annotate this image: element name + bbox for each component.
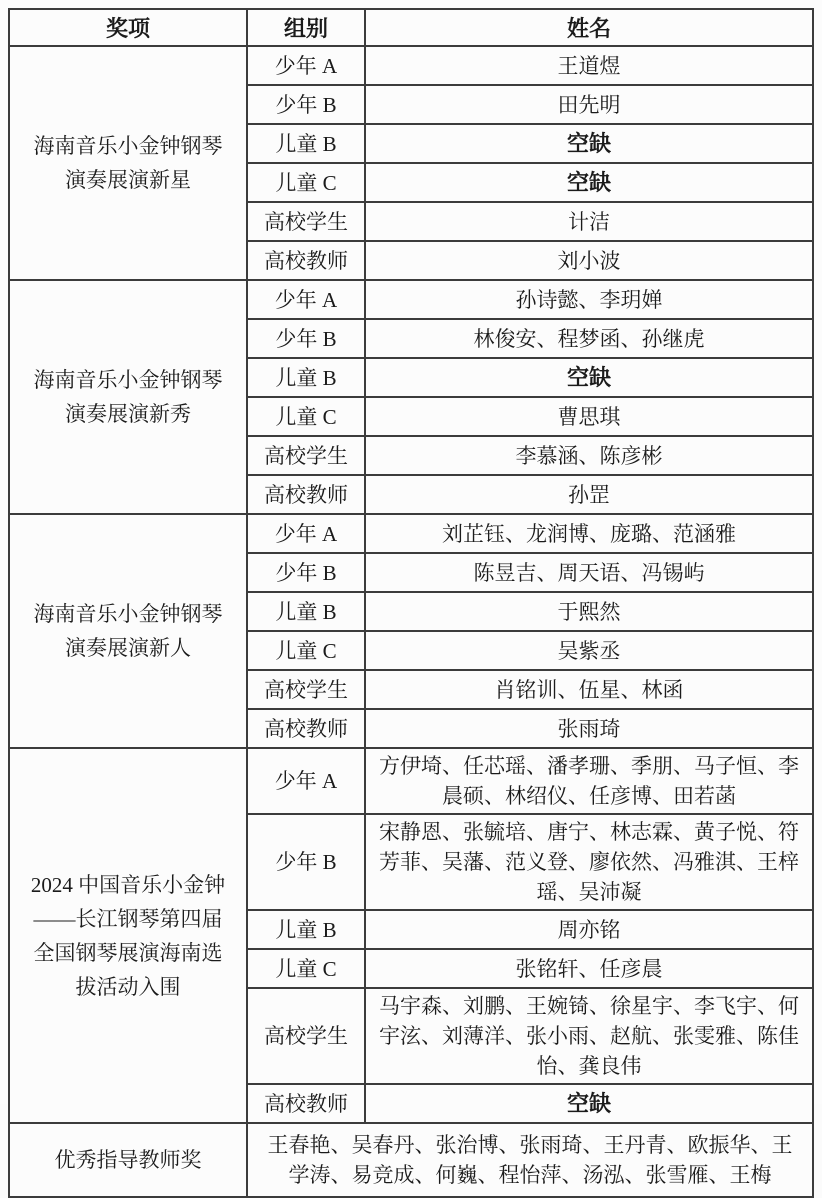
names-cell: 空缺 <box>365 163 813 202</box>
table-row <box>9 514 813 553</box>
group-cell: 儿童 C <box>247 631 365 670</box>
names-cell: 马宇森、刘鹏、王婉锜、徐星宇、李飞宇、何宇泫、刘薄洋、张小雨、赵航、张雯雅、陈佳怡、龚良伟 <box>365 988 813 1084</box>
group-cell: 儿童 B <box>247 358 365 397</box>
group-cell: 儿童 C <box>247 397 365 436</box>
group-cell: 高校学生 <box>247 202 365 241</box>
names-cell: 林俊安、程梦函、孙继虎 <box>365 319 813 358</box>
award-cell: 海南音乐小金钟钢琴演奏展演新秀 <box>9 280 247 514</box>
names-cell: 计洁 <box>365 202 813 241</box>
col-header-group: 组别 <box>247 9 365 46</box>
award-cell: 海南音乐小金钟钢琴演奏展演新星 <box>9 46 247 280</box>
names-cell: 张铭轩、任彦晨 <box>365 949 813 988</box>
awards-table-header <box>9 9 813 46</box>
names-cell: 吴紫丞 <box>365 631 813 670</box>
table-row <box>9 1123 813 1197</box>
group-cell: 少年 A <box>247 280 365 319</box>
group-cell: 高校教师 <box>247 241 365 280</box>
table-row <box>9 280 813 319</box>
awards-table-body <box>9 46 813 1197</box>
group-cell: 少年 B <box>247 85 365 124</box>
group-cell: 高校学生 <box>247 988 365 1084</box>
group-cell: 少年 B <box>247 319 365 358</box>
names-cell: 肖铭训、伍星、林函 <box>365 670 813 709</box>
names-cell: 于熙然 <box>365 592 813 631</box>
group-cell: 高校学生 <box>247 670 365 709</box>
names-cell: 孙诗懿、李玥婵 <box>365 280 813 319</box>
names-cell: 宋静恩、张毓培、唐宁、林志霖、黄子悦、符芳菲、吴藩、范义登、廖依然、冯雅淇、王梓瑶、吴沛凝 <box>365 814 813 910</box>
names-cell: 空缺 <box>365 358 813 397</box>
names-cell: 空缺 <box>365 124 813 163</box>
group-cell: 儿童 B <box>247 910 365 949</box>
table-row <box>9 748 813 814</box>
names-cell: 王春艳、吴春丹、张治博、张雨琦、王丹青、欧振华、王学涛、易竞成、何巍、程怡萍、汤泓、张雪雁、王梅 <box>247 1123 813 1197</box>
names-cell: 方伊埼、任芯瑶、潘孝珊、季朋、马子恒、李晨硕、林绍仪、任彦博、田若菡 <box>365 748 813 814</box>
group-cell: 儿童 C <box>247 949 365 988</box>
col-header-award: 奖项 <box>9 9 247 46</box>
group-cell: 少年 A <box>247 748 365 814</box>
names-cell: 刘小波 <box>365 241 813 280</box>
group-cell: 高校教师 <box>247 1084 365 1123</box>
award-cell: 优秀指导教师奖 <box>9 1123 247 1197</box>
awards-table <box>8 8 814 1198</box>
table-row <box>9 46 813 85</box>
names-cell: 王道煜 <box>365 46 813 85</box>
group-cell: 少年 A <box>247 514 365 553</box>
award-cell: 2024 中国音乐小金钟——长江钢琴第四届全国钢琴展演海南选拔活动入围 <box>9 748 247 1123</box>
group-cell: 少年 A <box>247 46 365 85</box>
names-cell: 曹思琪 <box>365 397 813 436</box>
group-cell: 高校学生 <box>247 436 365 475</box>
names-cell: 孙罡 <box>365 475 813 514</box>
group-cell: 少年 B <box>247 553 365 592</box>
col-header-names: 姓名 <box>365 9 813 46</box>
names-cell: 张雨琦 <box>365 709 813 748</box>
header-row <box>9 9 813 46</box>
names-cell: 刘芷钰、龙润博、庞璐、范涵雅 <box>365 514 813 553</box>
group-cell: 儿童 B <box>247 592 365 631</box>
group-cell: 儿童 B <box>247 124 365 163</box>
group-cell: 少年 B <box>247 814 365 910</box>
names-cell: 陈昱吉、周天语、冯锡屿 <box>365 553 813 592</box>
names-cell: 周亦铭 <box>365 910 813 949</box>
names-cell: 田先明 <box>365 85 813 124</box>
names-cell: 李慕涵、陈彦彬 <box>365 436 813 475</box>
award-cell: 海南音乐小金钟钢琴演奏展演新人 <box>9 514 247 748</box>
group-cell: 高校教师 <box>247 709 365 748</box>
group-cell: 高校教师 <box>247 475 365 514</box>
group-cell: 儿童 C <box>247 163 365 202</box>
names-cell: 空缺 <box>365 1084 813 1123</box>
